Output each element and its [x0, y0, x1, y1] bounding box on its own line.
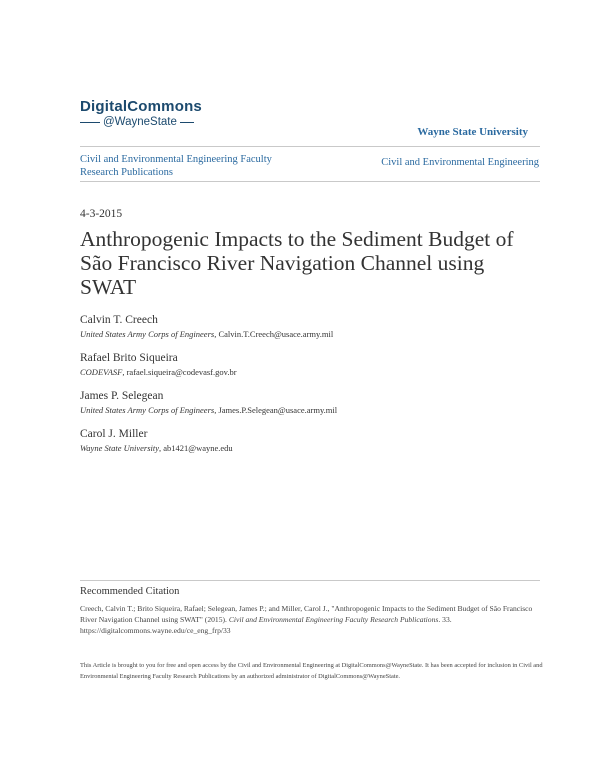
- access-notice: This Article is brought to you for free and open access by the Civil and Environmental Engineering at DigitalCommons@WayneState. It has been accepted for inclusion in Civil and Environmental Engineering Faculty Research Publications by an authorized administrator of DigitalCommons@WayneState.: [80, 662, 543, 680]
- citation-heading: Recommended Citation: [80, 586, 180, 597]
- author-affiliation: [80, 366, 540, 378]
- author-email: , ab1421@wayne.edu: [159, 443, 233, 453]
- author-institution: United States Army Corps of Engineers: [80, 405, 215, 415]
- author-entry: [80, 389, 540, 416]
- paper-title: Anthropogenic Impacts to the Sediment Budget of São Francisco River Navigation Channel using SWAT: [80, 227, 514, 299]
- logo-wayne-state: @WayneState: [103, 116, 177, 128]
- header-bottom-rule: [80, 181, 540, 182]
- author-email: , James.P.Selegean@usace.army.mil: [214, 405, 338, 415]
- institution-link[interactable]: Wayne State University: [417, 126, 528, 138]
- digitalcommons-logo-top: DigitalCommons: [80, 98, 202, 115]
- author-affiliation: [80, 442, 540, 454]
- author-institution: United States Army Corps of Engineers: [80, 329, 215, 339]
- author-email: , rafael.siqueira@codevasf.gov.br: [122, 367, 237, 377]
- author-entry: [80, 351, 540, 378]
- author-name: James P. Selegean: [80, 390, 164, 402]
- citation-text: [80, 603, 542, 636]
- logo-rule-right: [180, 122, 194, 123]
- author-name: Rafael Brito Siqueira: [80, 352, 178, 364]
- digitalcommons-logo-bottom: [80, 116, 194, 128]
- author-affiliation: [80, 404, 540, 416]
- author-affiliation: [80, 328, 540, 340]
- citation-journal: Civil and Environmental Engineering Faculty Research Publications: [228, 615, 439, 624]
- author-email: , Calvin.T.Creech@usace.army.mil: [214, 329, 334, 339]
- citation-rule: [80, 580, 540, 581]
- author-entry: [80, 313, 540, 340]
- author-entry: [80, 427, 540, 454]
- author-name: Calvin T. Creech: [80, 314, 158, 326]
- citation-number: . 33.: [438, 615, 452, 624]
- author-institution: Wayne State University: [80, 443, 159, 453]
- publication-date: 4-3-2015: [80, 208, 123, 220]
- series-link[interactable]: Civil and Environmental Engineering Faculty Research Publications: [80, 154, 272, 178]
- logo-rule-left: [80, 122, 100, 123]
- author-name: Carol J. Miller: [80, 428, 148, 440]
- author-institution: CODEVASF: [80, 367, 123, 377]
- citation-authors-title: Creech, Calvin T.; Brito Siqueira, Rafael; Selegean, James P.; and Miller, Carol J., "Anthropogenic Impacts to the Sediment Budget of São Francisco River Navigation Channel using SWAT" (2015).: [80, 604, 533, 624]
- author-list: [80, 313, 540, 465]
- header-top-rule: [80, 146, 540, 147]
- citation-url[interactable]: https://digitalcommons.wayne.edu/ce_eng_frp/33: [80, 626, 231, 635]
- department-link[interactable]: Civil and Environmental Engineering: [381, 157, 539, 168]
